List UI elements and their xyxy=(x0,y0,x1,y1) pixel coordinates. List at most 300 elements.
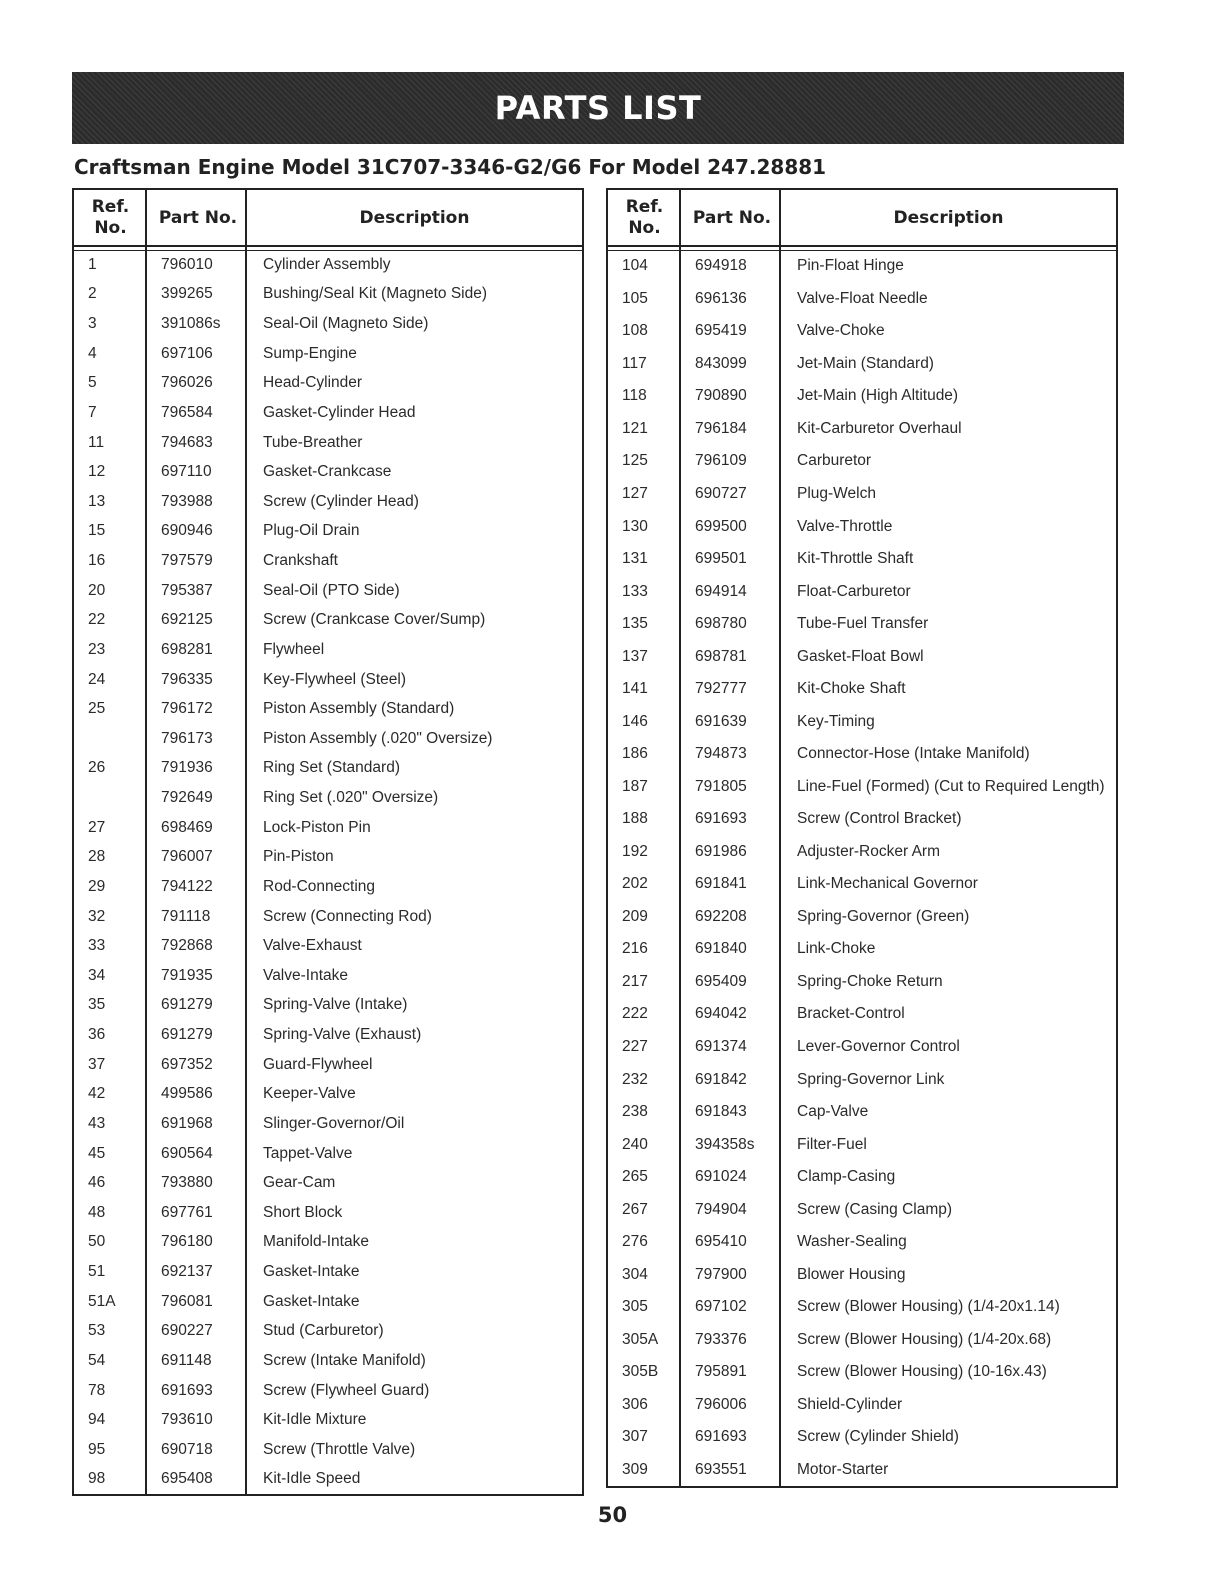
description-cell: Motor-Starter xyxy=(797,1460,889,1478)
table-row xyxy=(74,1376,582,1406)
part-no-cell: 695419 xyxy=(695,322,747,340)
table-row xyxy=(608,1421,1116,1454)
part-no-cell: 699500 xyxy=(695,517,747,535)
ref-no-cell: 276 xyxy=(622,1233,648,1251)
part-no-cell: 691279 xyxy=(161,1026,213,1044)
table-row xyxy=(74,813,582,843)
ref-no-cell: 305A xyxy=(622,1330,659,1348)
ref-no-cell: 98 xyxy=(88,1470,106,1488)
ref-no-cell: 187 xyxy=(622,777,648,795)
ref-no-cell: 133 xyxy=(622,582,648,600)
ref-no-cell: 23 xyxy=(88,640,106,658)
description-cell: Bracket-Control xyxy=(797,1005,905,1023)
table-row xyxy=(608,836,1116,869)
table-row xyxy=(74,339,582,369)
ref-no-cell: 35 xyxy=(88,996,106,1014)
description-cell: Spring-Governor Link xyxy=(797,1070,945,1088)
table-row xyxy=(74,931,582,961)
part-no-cell: 797900 xyxy=(695,1265,747,1283)
table-row xyxy=(608,1031,1116,1064)
ref-no-cell: 137 xyxy=(622,647,648,665)
description-cell: Tube-Fuel Transfer xyxy=(797,615,929,633)
table-row xyxy=(74,1020,582,1050)
table-row xyxy=(608,543,1116,576)
banner-title: PARTS LIST xyxy=(494,89,702,127)
table-row xyxy=(74,1405,582,1435)
ref-no-cell: 240 xyxy=(622,1135,648,1153)
table-row xyxy=(74,872,582,902)
part-no-cell: 695410 xyxy=(695,1233,747,1251)
ref-no-cell xyxy=(74,724,147,754)
part-no-cell: 796006 xyxy=(695,1395,747,1413)
table-row xyxy=(608,1356,1116,1389)
ref-no-cell: 94 xyxy=(88,1411,106,1429)
ref-no-cell: 216 xyxy=(622,940,648,958)
description-cell: Piston Assembly (Standard) xyxy=(263,700,455,718)
ref-no-cell: 5 xyxy=(88,374,97,392)
part-no-cell: 697106 xyxy=(161,344,213,362)
table-row xyxy=(608,283,1116,316)
table-row xyxy=(74,991,582,1021)
table-row xyxy=(74,1109,582,1139)
ref-no-cell: 45 xyxy=(88,1144,106,1162)
ref-header-line2: No. xyxy=(628,217,661,238)
table-row xyxy=(608,803,1116,836)
table-row xyxy=(608,705,1116,738)
description-header: Description xyxy=(893,207,1004,228)
description-cell: Plug-Oil Drain xyxy=(263,522,360,540)
part-no-cell: 691279 xyxy=(161,996,213,1014)
part-no-cell: 691639 xyxy=(695,712,747,730)
ref-no-cell: 48 xyxy=(88,1203,106,1221)
ref-no-cell: 127 xyxy=(622,484,648,502)
table-row xyxy=(608,1161,1116,1194)
table-row xyxy=(74,694,582,724)
table-row xyxy=(74,1257,582,1287)
ref-no-cell: 309 xyxy=(622,1460,648,1478)
ref-no-cell: 43 xyxy=(88,1114,106,1132)
description-cell: Pin-Float Hinge xyxy=(797,257,904,275)
ref-no-cell: 131 xyxy=(622,550,648,568)
ref-no-cell: 24 xyxy=(88,670,106,688)
table-row xyxy=(608,1128,1116,1161)
ref-no-cell xyxy=(74,783,147,813)
ref-no-cell: 1 xyxy=(88,255,97,273)
description-cell: Blower Housing xyxy=(797,1265,906,1283)
description-cell: Gasket-Intake xyxy=(263,1263,360,1281)
ref-no-cell: 36 xyxy=(88,1026,106,1044)
ref-no-cell: 188 xyxy=(622,810,648,828)
part-no-cell: 796010 xyxy=(161,255,213,273)
ref-no-cell: 33 xyxy=(88,937,106,955)
part-no-cell: 394358s xyxy=(695,1135,755,1153)
table-row xyxy=(74,1198,582,1228)
part-no-cell: 791935 xyxy=(161,966,213,984)
part-no-cell: 698281 xyxy=(161,640,213,658)
description-cell: Washer-Sealing xyxy=(797,1233,907,1251)
part-no-cell: 792777 xyxy=(695,680,747,698)
description-cell: Seal-Oil (PTO Side) xyxy=(263,581,400,599)
table-row xyxy=(608,673,1116,706)
ref-no-cell: 217 xyxy=(622,972,648,990)
part-no-cell: 791936 xyxy=(161,759,213,777)
table-row xyxy=(74,457,582,487)
description-cell: Lever-Governor Control xyxy=(797,1038,960,1056)
ref-no-cell: 22 xyxy=(88,611,106,629)
part-no-cell: 691842 xyxy=(695,1070,747,1088)
table-row xyxy=(74,576,582,606)
part-no-cell: 796026 xyxy=(161,374,213,392)
table-row xyxy=(74,250,582,280)
part-no-cell: 694918 xyxy=(695,257,747,275)
description-cell: Screw (Blower Housing) (1/4-20x.68) xyxy=(797,1330,1052,1348)
description-cell: Screw (Blower Housing) (1/4-20x1.14) xyxy=(797,1298,1060,1316)
part-no-header: Part No. xyxy=(692,207,772,228)
table-row xyxy=(74,635,582,665)
part-no-cell: 697761 xyxy=(161,1203,213,1221)
part-no-cell: 691968 xyxy=(161,1114,213,1132)
part-no-cell: 792649 xyxy=(161,789,213,807)
part-no-cell: 691024 xyxy=(695,1168,747,1186)
description-cell: Valve-Choke xyxy=(797,322,885,340)
description-cell: Valve-Throttle xyxy=(797,517,893,535)
part-no-cell: 699501 xyxy=(695,550,747,568)
part-no-cell: 796173 xyxy=(161,729,213,747)
description-cell: Kit-Choke Shaft xyxy=(797,680,906,698)
ref-no-cell: 29 xyxy=(88,877,106,895)
ref-no-cell: 202 xyxy=(622,875,648,893)
description-cell: Link-Choke xyxy=(797,940,876,958)
ref-no-cell: 26 xyxy=(88,759,106,777)
ref-no-header xyxy=(74,190,147,245)
ref-no-cell: 32 xyxy=(88,907,106,925)
part-no-cell: 690718 xyxy=(161,1440,213,1458)
part-no-cell: 792868 xyxy=(161,937,213,955)
table-row xyxy=(608,1389,1116,1422)
table-row xyxy=(74,724,582,754)
table-row xyxy=(608,1226,1116,1259)
table-row xyxy=(608,1063,1116,1096)
part-no-cell: 694042 xyxy=(695,1005,747,1023)
ref-no-cell: 28 xyxy=(88,848,106,866)
part-no-cell: 691843 xyxy=(695,1103,747,1121)
part-no-cell: 796584 xyxy=(161,403,213,421)
part-no-cell: 793376 xyxy=(695,1330,747,1348)
table-row xyxy=(608,1258,1116,1291)
ref-no-cell: 95 xyxy=(88,1440,106,1458)
description-cell: Connector-Hose (Intake Manifold) xyxy=(797,745,1030,763)
part-no-cell: 698780 xyxy=(695,615,747,633)
table-row xyxy=(74,783,582,813)
ref-no-cell: 267 xyxy=(622,1200,648,1218)
table-row xyxy=(74,902,582,932)
ref-no-cell: 46 xyxy=(88,1174,106,1192)
description-cell: Screw (Control Bracket) xyxy=(797,810,962,828)
description-cell: Spring-Valve (Exhaust) xyxy=(263,1026,422,1044)
description-cell: Kit-Idle Mixture xyxy=(263,1411,367,1429)
part-no-cell: 796184 xyxy=(695,419,747,437)
table-row xyxy=(608,478,1116,511)
table-row xyxy=(74,1050,582,1080)
table-row xyxy=(74,1287,582,1317)
description-cell: Clamp-Casing xyxy=(797,1168,896,1186)
part-no-cell: 499586 xyxy=(161,1085,213,1103)
description-cell: Stud (Carburetor) xyxy=(263,1322,384,1340)
table-header xyxy=(608,190,1116,247)
description-cell: Link-Mechanical Governor xyxy=(797,875,978,893)
description-cell: Plug-Welch xyxy=(797,484,876,502)
description-cell: Key-Timing xyxy=(797,712,875,730)
description-cell: Screw (Connecting Rod) xyxy=(263,907,432,925)
ref-no-cell: 4 xyxy=(88,344,97,362)
table-row xyxy=(74,546,582,576)
part-no-cell: 691840 xyxy=(695,940,747,958)
table-row xyxy=(74,1346,582,1376)
ref-no-cell: 53 xyxy=(88,1322,106,1340)
part-no-cell: 793610 xyxy=(161,1411,213,1429)
part-no-cell: 691693 xyxy=(161,1381,213,1399)
description-cell: Spring-Valve (Intake) xyxy=(263,996,408,1014)
ref-no-cell: 105 xyxy=(622,289,648,307)
part-no-cell: 794122 xyxy=(161,877,213,895)
ref-header-line1: Ref. xyxy=(625,196,664,217)
description-cell: Carburetor xyxy=(797,452,872,470)
ref-no-cell: 265 xyxy=(622,1168,648,1186)
part-no-cell: 695408 xyxy=(161,1470,213,1488)
description-cell: Adjuster-Rocker Arm xyxy=(797,842,940,860)
part-no-cell: 690727 xyxy=(695,484,747,502)
ref-no-cell: 20 xyxy=(88,581,106,599)
table-row xyxy=(608,348,1116,381)
description-cell: Crankshaft xyxy=(263,552,338,570)
description-cell: Slinger-Governor/Oil xyxy=(263,1114,405,1132)
table-row xyxy=(608,1291,1116,1324)
description-cell: Key-Flywheel (Steel) xyxy=(263,670,406,688)
ref-no-cell: 16 xyxy=(88,552,106,570)
table-row xyxy=(74,487,582,517)
description-cell: Lock-Piston Pin xyxy=(263,818,371,836)
ref-no-cell: 54 xyxy=(88,1351,106,1369)
table-row xyxy=(608,1193,1116,1226)
table-row xyxy=(608,738,1116,771)
part-no-cell: 843099 xyxy=(695,354,747,372)
part-no-cell: 391086s xyxy=(161,315,221,333)
parts-table-left xyxy=(72,188,584,1496)
description-cell: Line-Fuel (Formed) (Cut to Required Length) xyxy=(797,777,1105,795)
part-no-cell: 692208 xyxy=(695,907,747,925)
parts-list-banner xyxy=(72,72,1124,144)
engine-model-heading: Craftsman Engine Model 31C707-3346-G2/G6 For Model 247.28881 xyxy=(74,155,827,179)
part-no-cell: 797579 xyxy=(161,552,213,570)
ref-no-cell: 3 xyxy=(88,315,97,333)
part-no-cell: 691986 xyxy=(695,842,747,860)
table-row xyxy=(608,966,1116,999)
part-no-cell: 692125 xyxy=(161,611,213,629)
description-cell: Gasket-Crankcase xyxy=(263,463,392,481)
part-no-cell: 690564 xyxy=(161,1144,213,1162)
table-row xyxy=(74,1080,582,1110)
description-cell: Bushing/Seal Kit (Magneto Side) xyxy=(263,285,488,303)
table-row xyxy=(74,369,582,399)
description-cell: Float-Carburetor xyxy=(797,582,911,600)
part-no-cell: 698469 xyxy=(161,818,213,836)
description-cell: Screw (Flywheel Guard) xyxy=(263,1381,430,1399)
ref-no-cell: 37 xyxy=(88,1055,106,1073)
table-row xyxy=(74,1465,582,1495)
ref-no-cell: 307 xyxy=(622,1428,648,1446)
table-row xyxy=(608,1454,1116,1487)
ref-no-cell: 108 xyxy=(622,322,648,340)
part-no-cell: 694914 xyxy=(695,582,747,600)
ref-no-cell: 104 xyxy=(622,257,648,275)
part-no-cell: 399265 xyxy=(161,285,213,303)
ref-no-cell: 25 xyxy=(88,700,106,718)
part-no-cell: 691841 xyxy=(695,875,747,893)
description-cell: Valve-Exhaust xyxy=(263,937,362,955)
ref-no-cell: 11 xyxy=(88,433,105,451)
table-row xyxy=(74,665,582,695)
ref-no-cell: 306 xyxy=(622,1395,648,1413)
table-row xyxy=(74,754,582,784)
ref-no-cell: 13 xyxy=(88,492,106,510)
ref-no-cell: 186 xyxy=(622,745,648,763)
description-cell: Sump-Engine xyxy=(263,344,357,362)
description-cell: Ring Set (.020" Oversize) xyxy=(263,789,439,807)
table-row xyxy=(74,606,582,636)
description-cell: Jet-Main (High Altitude) xyxy=(797,387,959,405)
description-cell: Screw (Throttle Valve) xyxy=(263,1440,416,1458)
ref-no-cell: 304 xyxy=(622,1265,648,1283)
part-no-cell: 791805 xyxy=(695,777,747,795)
part-no-cell: 691693 xyxy=(695,1428,747,1446)
description-cell: Kit-Throttle Shaft xyxy=(797,550,914,568)
description-cell: Tappet-Valve xyxy=(263,1144,353,1162)
ref-no-cell: 232 xyxy=(622,1070,648,1088)
table-row xyxy=(74,1168,582,1198)
part-no-cell: 796081 xyxy=(161,1292,213,1310)
ref-header-line1: Ref. xyxy=(91,196,130,217)
ref-no-cell: 121 xyxy=(622,419,648,437)
table-row xyxy=(74,1435,582,1465)
ref-no-cell: 125 xyxy=(622,452,648,470)
description-cell: Screw (Intake Manifold) xyxy=(263,1351,426,1369)
table-row xyxy=(608,1096,1116,1129)
part-no-cell: 697352 xyxy=(161,1055,213,1073)
description-cell: Flywheel xyxy=(263,640,325,658)
ref-no-cell: 42 xyxy=(88,1085,106,1103)
table-row xyxy=(74,517,582,547)
description-cell: Screw (Blower Housing) (10-16x.43) xyxy=(797,1363,1047,1381)
description-cell: Cap-Valve xyxy=(797,1103,869,1121)
description-cell: Gasket-Cylinder Head xyxy=(263,403,416,421)
description-cell: Keeper-Valve xyxy=(263,1085,356,1103)
table-row xyxy=(608,933,1116,966)
table-row xyxy=(608,608,1116,641)
ref-no-cell: 305B xyxy=(622,1363,659,1381)
table-row xyxy=(74,843,582,873)
table-row xyxy=(608,1324,1116,1357)
table-row xyxy=(74,398,582,428)
description-cell: Jet-Main (Standard) xyxy=(797,354,934,372)
ref-no-cell: 146 xyxy=(622,712,648,730)
table-row xyxy=(74,1317,582,1347)
ref-no-cell: 118 xyxy=(622,387,647,405)
part-no-cell: 690227 xyxy=(161,1322,213,1340)
ref-no-cell: 305 xyxy=(622,1298,648,1316)
part-no-cell: 691693 xyxy=(695,810,747,828)
part-no-cell: 693551 xyxy=(695,1460,747,1478)
description-cell: Cylinder Assembly xyxy=(263,255,391,273)
description-cell: Head-Cylinder xyxy=(263,374,363,392)
description-cell: Gasket-Intake xyxy=(263,1292,360,1310)
table-header xyxy=(74,190,582,247)
part-no-cell: 690946 xyxy=(161,522,213,540)
part-no-cell: 691374 xyxy=(695,1038,747,1056)
ref-no-cell: 27 xyxy=(88,818,106,836)
parts-table-right xyxy=(606,188,1118,1488)
description-cell: Guard-Flywheel xyxy=(263,1055,373,1073)
table-row xyxy=(74,1228,582,1258)
description-header: Description xyxy=(359,207,470,228)
ref-no-cell: 227 xyxy=(622,1038,648,1056)
description-cell: Spring-Governor (Green) xyxy=(797,907,970,925)
part-no-cell: 697102 xyxy=(695,1298,747,1316)
description-cell: Screw (Cylinder Head) xyxy=(263,492,419,510)
part-no-cell: 795387 xyxy=(161,581,213,599)
description-cell: Shield-Cylinder xyxy=(797,1395,903,1413)
description-cell: Kit-Carburetor Overhaul xyxy=(797,419,962,437)
part-no-cell: 696136 xyxy=(695,289,747,307)
ref-no-cell: 238 xyxy=(622,1103,648,1121)
ref-no-cell: 117 xyxy=(622,354,647,372)
ref-no-cell: 15 xyxy=(88,522,106,540)
ref-no-cell: 209 xyxy=(622,907,648,925)
part-no-cell: 697110 xyxy=(161,463,212,481)
description-cell: Gasket-Float Bowl xyxy=(797,647,924,665)
table-row xyxy=(74,309,582,339)
ref-header-line2: No. xyxy=(94,217,127,238)
table-row xyxy=(608,445,1116,478)
part-no-cell: 698781 xyxy=(695,647,747,665)
part-no-cell: 791118 xyxy=(161,907,211,925)
description-cell: Ring Set (Standard) xyxy=(263,759,400,777)
ref-no-cell: 141 xyxy=(622,680,648,698)
table-body xyxy=(608,250,1116,1486)
part-no-cell: 796180 xyxy=(161,1233,213,1251)
table-row xyxy=(608,250,1116,283)
table-row xyxy=(608,413,1116,446)
page-number: 50 xyxy=(597,1503,628,1527)
table-row xyxy=(608,998,1116,1031)
description-cell: Kit-Idle Speed xyxy=(263,1470,361,1488)
ref-no-cell: 50 xyxy=(88,1233,106,1251)
description-cell: Rod-Connecting xyxy=(263,877,376,895)
ref-no-cell: 51A xyxy=(88,1292,116,1310)
description-cell: Screw (Cylinder Shield) xyxy=(797,1428,959,1446)
ref-no-cell: 7 xyxy=(88,403,97,421)
table-row xyxy=(608,771,1116,804)
description-cell: Gear-Cam xyxy=(263,1174,336,1192)
ref-no-header xyxy=(608,190,681,245)
table-body xyxy=(74,250,582,1494)
part-no-cell: 796335 xyxy=(161,670,213,688)
ref-no-cell: 2 xyxy=(88,285,97,303)
part-no-cell: 794683 xyxy=(161,433,213,451)
table-row xyxy=(608,510,1116,543)
ref-no-cell: 34 xyxy=(88,966,106,984)
description-cell: Valve-Float Needle xyxy=(797,289,928,307)
part-no-cell: 796109 xyxy=(695,452,747,470)
